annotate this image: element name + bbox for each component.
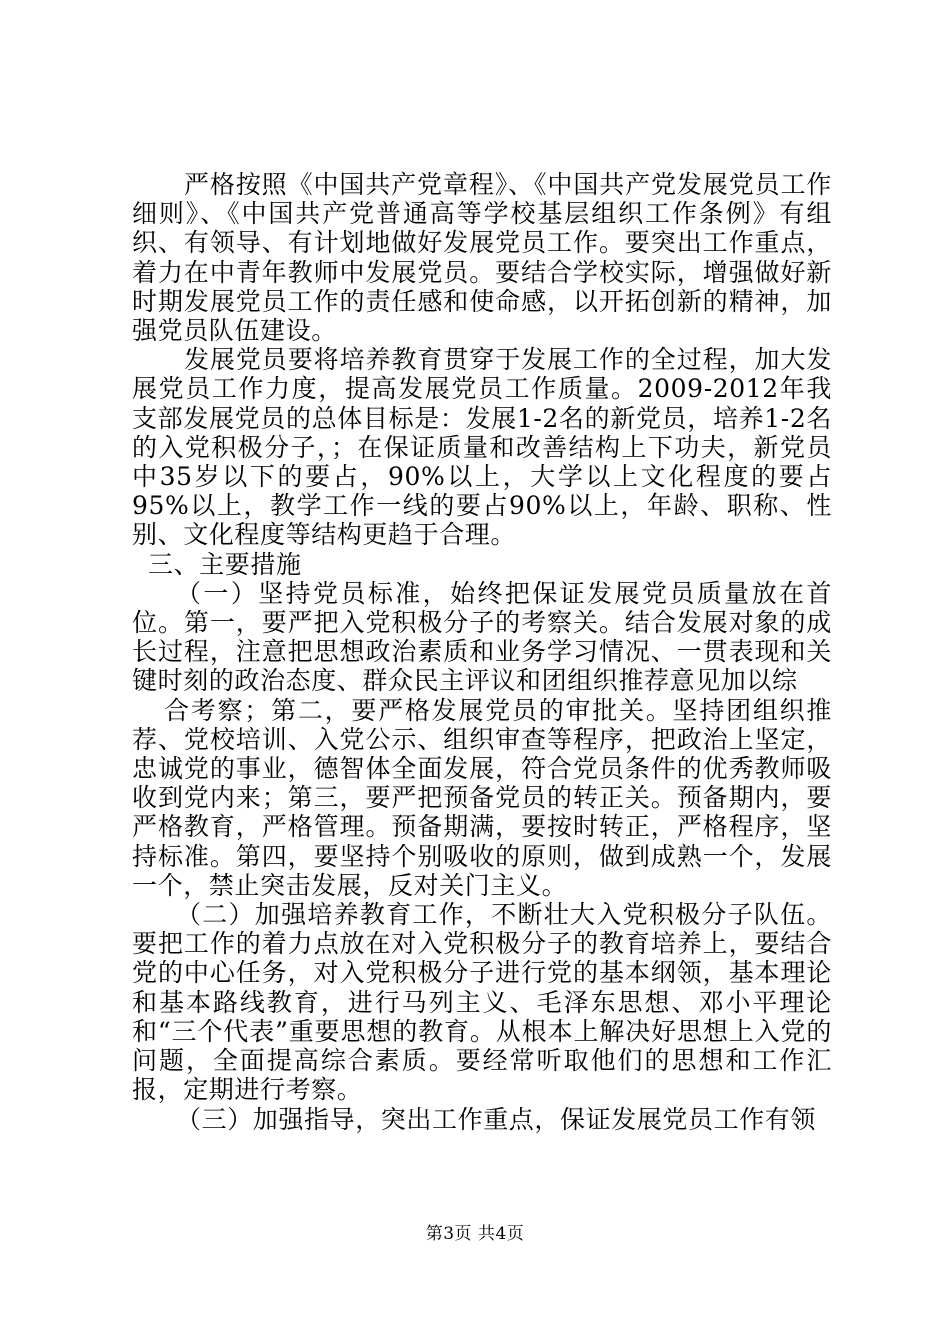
section-heading-main-measures: 三、主要措施 xyxy=(148,549,302,579)
document-body xyxy=(132,170,832,1134)
paragraph-measure-two: （二）加强培养教育工作，不断壮大入党积极分子队伍。要把工作的着力点放在对入党积极分子的教育培养上，要结合党的中心任务，对入党积极分子进行党的基本纲领，基本理论和基本路线教育，进行马列主义、毛泽东思想、邓小平理论和“三个代表”重要思想的教育。从根本上解决好思想上入党的问题，全面提高综合素质。要经常听取他们的思想和工作汇报，定期进行考察。 xyxy=(132,900,832,1105)
paragraph-development-goals: 发展党员要将培养教育贯穿于发展工作的全过程，加大发展党员工作力度，提高发展党员工作质量。2009-2012年我支部发展党员的总体目标是：发展1-2名的新党员，培养1-2名的入党积极分子，；在保证质量和改善结构上下功夫，新党员中35岁以下的要占，90%以上，大学以上文化程度的要占95%以上，教学工作一线的要占90%以上，年龄、职称、性别、文化程度等结构更趋于合理。 xyxy=(132,345,832,550)
paragraph-party-standards: 严格按照《中国共产党章程》、《中国共产党发展党员工作细则》、《中国共产党普通高等学校基层组织工作条例》有组织、有领导、有计划地做好发展党员工作。要突出工作重点，着力在中青年教师中发展党员。要结合学校实际，增强做好新时期发展党员工作的责任感和使命感，以开拓创新的精神，加强党员队伍建设。 xyxy=(132,170,832,346)
paragraph-measure-one-continued: 合考察；第二，要严格发展党员的审批关。坚持团组织推荐、党校培训、入党公示、组织审查等程序，把政治上坚定，忠诚党的事业，德智体全面发展，符合党员条件的优秀教师吸收到党内来；第三，要严把预备党员的转正关。预备期内，要严格教育，严格管理。预备期满，要按时转正，严格程序，坚持标准。第四，要坚持个别吸收的原则，做到成熟一个，发展一个，禁止突击发展，反对关门主义。 xyxy=(132,695,832,900)
paragraph-measure-one: （一）坚持党员标准，始终把保证发展党员质量放在首位。第一，要严把入党积极分子的考察关。结合发展对象的成长过程，注意把思想政治素质和业务学习情况、一贯表现和关键时刻的政治态度、群众民主评议和团组织推荐意见加以综 xyxy=(132,578,832,696)
paragraph-measure-three: （三）加强指导，突出工作重点，保证发展党员工作有领 xyxy=(176,1104,817,1134)
page-footer: 第3页 共4页 xyxy=(425,1224,525,1244)
